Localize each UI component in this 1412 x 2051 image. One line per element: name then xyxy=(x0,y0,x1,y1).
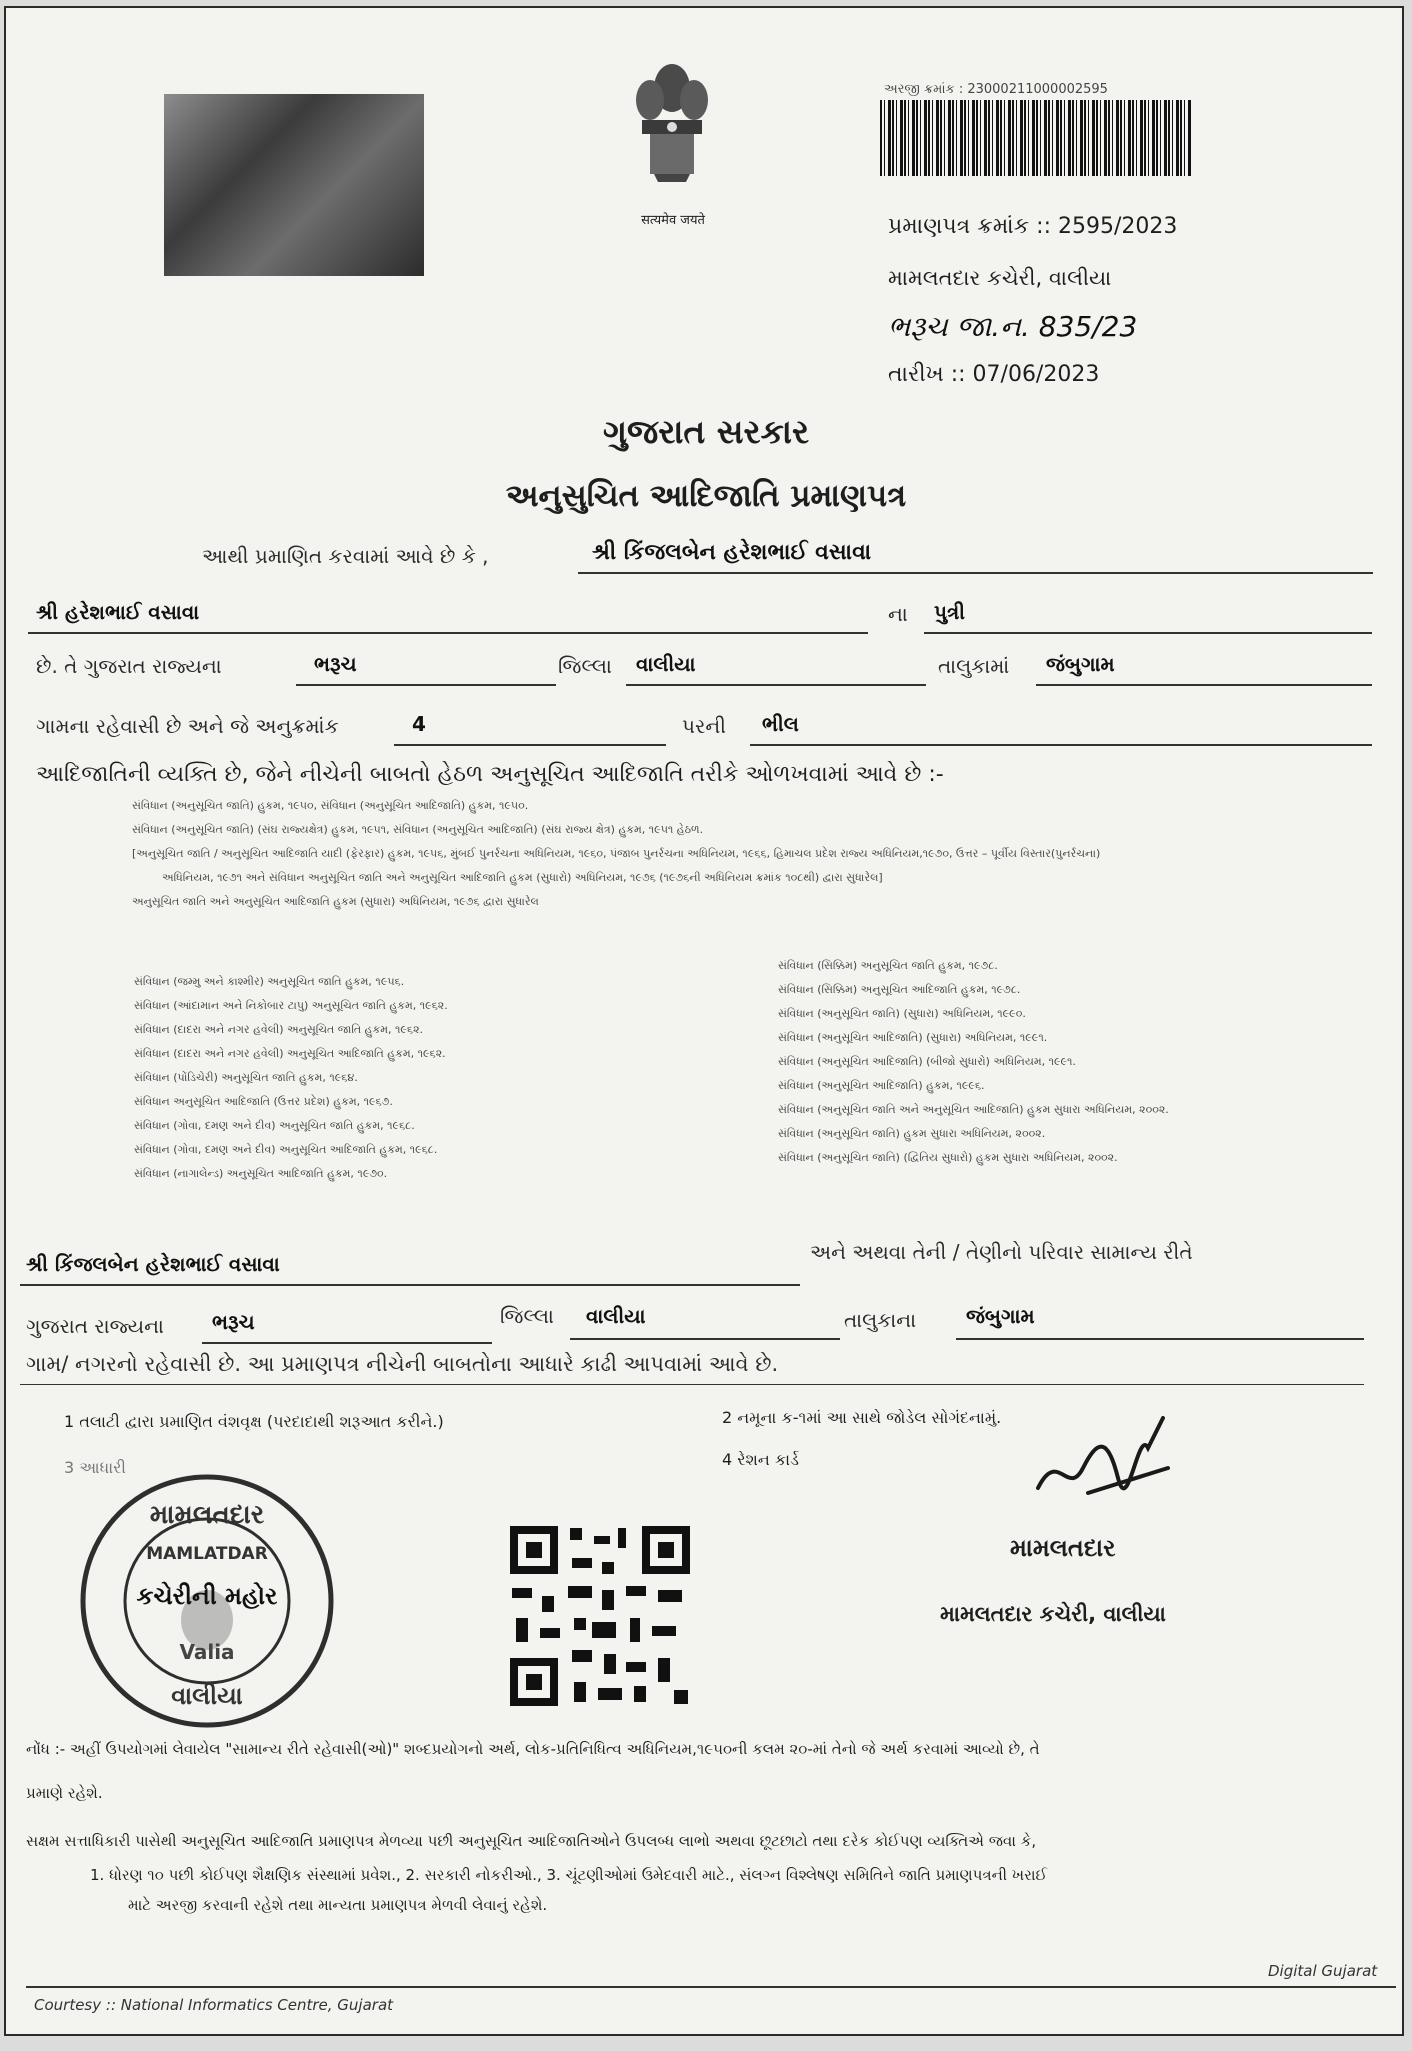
emblem-motto: सत्यमेव जयते xyxy=(641,213,705,228)
order-line: સંવિધાન (પોંડિચેરી) અનુસૂચિત જાતિ હુકમ, ૧૯૬૪. xyxy=(134,1071,358,1084)
family-closing-line xyxy=(20,1384,1364,1385)
caste-label: પરની xyxy=(682,714,726,738)
order-line: સંવિધાન (અનુસૂચિત જાતિ) (સુધારા) અધિનિયમ, ૧૯૯૦. xyxy=(778,1007,1026,1020)
footer-courtesy: Courtesy :: National Informatics Centre, Gujarat xyxy=(34,1996,394,2014)
order-line: સંવિધાન (અનુસૂચિત જાતિ અને અનુસૂચિત આદિજાતિ) હુકમ સુધારા અધિનિયમ, ૨૦૦૨. xyxy=(778,1103,1169,1116)
order-line: [અનુસૂચિત જાતિ / અનુસૂચિત આદિજાતિ યાદી (ફેરફાર) હુકમ, ૧૯૫૬, મુંબઈ પુનર્રચના અધિનિયમ, ૧૯૬૦, પંજાબ પુનર્રચના અધિનિયમ, ૧૯૬૬, હિમાચલ પ્રદેશ રાજ્ય અધિનિયમ,૧૯૭૦, ઉત્તર – પૂર્વીય વિસ્તાર(પુનર્રચના) xyxy=(132,847,1101,860)
relation-value: પુત્રી xyxy=(934,600,965,624)
family-closing-text: ગામ/ નગરનો રહેવાસી છે. આ પ્રમાણપત્ર નીચેની બાબતોના આધારે કાઢી આપવામાં આવે છે. xyxy=(26,1352,779,1376)
father-name-line xyxy=(28,632,868,634)
order-line: સંવિધાન (ગોવા, દમણ અને દીવ) અનુસૂચિત આદિજાતિ હુકમ, ૧૯૬૮. xyxy=(134,1143,438,1156)
order-line: સંવિધાન અનુસૂચિત આદિજાતિ (ઉત્તર પ્રદેશ) હુકમ, ૧૯૬૭. xyxy=(134,1095,393,1108)
family-suffix: અને અથવા તેની / તેણીનો પરિવાર સામાન્ય રીતે xyxy=(810,1240,1193,1264)
applicant-photo xyxy=(164,94,424,276)
family-member-name: શ્રી કિંજલબેન હરેશભાઈ વસાવા xyxy=(26,1252,280,1276)
order-line: સંવિધાન (આંદામાન અને નિકોબાર ટાપુ) અનુસૂચિત જાતિ હુકમ, ૧૯૬૨. xyxy=(134,999,448,1012)
village-line xyxy=(1036,684,1372,686)
handwritten-reference: ભરૂચ જા.ન. 835/23 xyxy=(888,310,1138,343)
serial-number: 4 xyxy=(412,712,426,736)
family-district-label: જિલ્લા xyxy=(500,1304,554,1328)
order-line: સંવિધાન (અનુસૂચિત આદિજાતિ) હુકમ, ૧૯૯૬. xyxy=(778,1079,985,1092)
signature-mark xyxy=(1028,1408,1178,1518)
basis-item: 1 તલાટી દ્વારા પ્રમાણિત વંશવૃક્ષ (પરદાદાથી શરૂઆત કરીને.) xyxy=(64,1412,444,1431)
family-village-value: જંબુગામ xyxy=(966,1304,1035,1328)
family-taluka-line xyxy=(570,1338,840,1340)
applicant-name: શ્રી કિંજલબેન હરેશભાઈ વસાવા xyxy=(592,540,872,565)
office-name-top: મામલતદાર કચેરી, વાલીયા xyxy=(888,266,1112,290)
seal-top-text: મામલતદાર xyxy=(149,1500,265,1530)
applicant-name-line xyxy=(578,572,1373,574)
note-text: નોંધ :- અહીં ઉપયોગમાં લેવાયેલ "સામાન્ય રીતે રહેવાસી(ઓ)" શબ્દપ્રયોગનો અર્થ, લોક-પ્રતિનિધિત્વ અધિનિયમ,૧૯૫૦ની કલમ ૨૦-માં તેનો જે અર્થ કરવામાં આવ્યો છે, તે xyxy=(26,1740,1040,1758)
order-line: સંવિધાન (અનુસૂચિત આદિજાતિ) (બીજો સુધારો) અધિનિયમ, ૧૯૯૧. xyxy=(778,1055,1076,1068)
order-line: સંવિધાન (અનુસૂચિત જાતિ) હુકમ સુધારા અધિનિયમ, ૨૦૦૨. xyxy=(778,1127,1046,1140)
authority-text: સક્ષમ સત્તાધિકારી પાસેથી અનુસૂચિત આદિજાતિ પ્રમાણપત્ર મેળવ્યા પછી અનુસૂચિત આદિજાતિઓને ઉપલબ્ધ લાભો અથવા છૂટછાટો તથા દરેક કોઈપણ વ્યક્તિએ જવા કે, xyxy=(26,1832,1037,1850)
seal-lower-text: Valia xyxy=(179,1640,235,1664)
order-line: સંવિધાન (સિક્કિમ) અનુસૂચિત જાતિ હુકમ, ૧૯૭૮. xyxy=(778,959,998,972)
family-district-line xyxy=(202,1342,492,1344)
taluka-value: વાલીયા xyxy=(636,652,696,676)
recognition-text: આદિજાતિની વ્યક્તિ છે, જેને નીચેની બાબતો હેઠળ અનુસૂચિત આદિજાતિ તરીકે ઓળખવામાં આવે છે :- xyxy=(36,762,944,787)
order-line: સંવિધાન (અનુસૂચિત જાતિ) (સંઘ રાજ્યક્ષેત્ર) હુકમ, ૧૯૫૧, સંવિધાન (અનુસૂચિત આદિજાતિ) (સંઘ રાજ્ય ક્ષેત્ર) હુકમ, ૧૯૫૧ હેઠળ. xyxy=(132,823,704,836)
family-state-label: ગુજરાત રાજ્યના xyxy=(26,1314,164,1338)
orders-right-column xyxy=(778,954,1388,1170)
seal-center-text: કચેરીની મહોર xyxy=(136,1582,278,1610)
intro-label: આથી પ્રમાણિત કરવામાં આવે છે કે , xyxy=(202,544,489,568)
taluka-label: તાલુકામાં xyxy=(938,654,1010,678)
seal-bottom-text: વાલીયા xyxy=(171,1682,243,1710)
state-emblem-icon xyxy=(624,48,720,208)
certificate-title: અનુસુચિત આદિજાતિ પ્રમાણપત્ર xyxy=(505,478,907,514)
order-line: અનુસૂચિત જાતિ અને અનુસૂચિત આદિજાતિ હુકમ (સુધારા) અધિનિયમ, ૧૯૭૬ દ્વારા સુધારેલ xyxy=(132,895,539,908)
authority-item: 1. ધોરણ ૧૦ પછી કોઈપણ શૈક્ષણિક સંસ્થામાં પ્રવેશ., 2. સરકારી નોકરીઓ., 3. ચૂંટણીઓમાં ઉમેદવારી માટે., સંલગ્ન વિશ્લેષણ સમિતિને જાતિ પ્રમાણપત્રની ખરાઈ xyxy=(90,1866,1048,1884)
basis-item: 4 રેશન કાર્ડ xyxy=(722,1450,799,1469)
village-value: જંબુગામ xyxy=(1046,652,1115,676)
caste-value: ભીલ xyxy=(762,712,799,736)
family-district-value: ભરૂચ xyxy=(212,1310,255,1334)
order-line: અધિનિયમ, ૧૯૭૧ અને સંવિધાન અનુસૂચિત જાતિ અને અનુસૂચિત આદિજાતિ હુકમ (સુધારો) અધિનિયમ, ૧૯૭૬ (૧૯૭૬ની અધિનિયમ ક્રમાંક ૧૦૮થી) દ્વારા સુધારેલ] xyxy=(162,871,883,884)
taluka-line xyxy=(626,684,926,686)
serial-line xyxy=(394,744,666,746)
order-line: સંવિધાન (દાદરા અને નગર હવેલી) અનુસૂચિત આદિજાતિ હુકમ, ૧૯૬૨. xyxy=(134,1047,446,1060)
family-name-line xyxy=(20,1284,800,1286)
state-label: છે. તે ગુજરાત રાજ્યના xyxy=(36,654,222,678)
of-label: ના xyxy=(888,602,908,626)
family-taluka-value: વાલીયા xyxy=(586,1304,646,1328)
family-taluka-label: તાલુકાના xyxy=(844,1308,917,1332)
district-line xyxy=(296,684,556,686)
note-text-tail: પ્રમાણે રહેશે. xyxy=(26,1784,103,1802)
footer-brand: Digital Gujarat xyxy=(1268,1962,1378,1980)
order-line: સંવિધાન (અનુસૂચિત આદિજાતિ) (સુધારા) અધિનિયમ, ૧૯૯૧. xyxy=(778,1031,1048,1044)
signatory-office: મામલતદાર કચેરી, વાલીયા xyxy=(940,1602,1166,1626)
barcode xyxy=(880,100,1192,176)
basis-item: 2 નમૂના ક-૧માં આ સાથે જોડેલ સોગંદનામું. xyxy=(722,1408,1002,1427)
government-title: ગુજરાત સરકાર xyxy=(602,412,810,451)
order-line: સંવિધાન (ગોવા, દમણ અને દીવ) અનુસૂચિત જાતિ હુકમ, ૧૯૬૮. xyxy=(134,1119,415,1132)
district-value: ભરૂચ xyxy=(314,652,357,676)
father-name: શ્રી હરેશભાઈ વસાવા xyxy=(36,600,200,624)
orders-top-block xyxy=(132,794,1372,914)
seal-middle-text: MAMLATDAR xyxy=(146,1544,268,1564)
district-label: જિલ્લા xyxy=(558,654,612,678)
order-line: સંવિધાન (અનુસૂચિત જાતિ) હુકમ, ૧૯૫૦, સંવિધાન (અનુસૂચિત આદિજાતિ) હુકમ, ૧૯૫૦. xyxy=(132,799,529,812)
issue-date: તારીખ :: 07/06/2023 xyxy=(888,362,1100,387)
authority-item-tail: માટે અરજી કરવાની રહેશે તથા માન્યતા પ્રમાણપત્ર મેળવી લેવાનું રહેશે. xyxy=(128,1896,548,1914)
basis-item: 3 આધારી xyxy=(64,1458,126,1477)
family-village-line xyxy=(956,1338,1364,1340)
signatory-title: મામલતદાર xyxy=(1010,1534,1116,1562)
office-seal xyxy=(76,1470,338,1732)
relation-line xyxy=(924,632,1372,634)
resident-label: ગામના રહેવાસી છે અને જે અનુક્રમાંક xyxy=(36,714,339,738)
order-line: સંવિધાન (નાગાલેન્ડ) અનુસૂચિત આદિજાતિ હુકમ, ૧૯૭૦. xyxy=(134,1167,388,1180)
order-line: સંવિધાન (જમ્મુ અને કાશ્મીર) અનુસૂચિત જાતિ હુકમ, ૧૯૫૬. xyxy=(134,975,405,988)
orders-left-column xyxy=(134,970,694,1186)
order-line: સંવિધાન (સિક્કિમ) અનુસૂચિત આદિજાતિ હુકમ, ૧૯૭૮. xyxy=(778,983,1021,996)
application-number: અરજી ક્રમાંક : 23000211000002595 xyxy=(884,82,1108,97)
certificate-page xyxy=(4,6,1404,2036)
caste-line xyxy=(750,744,1372,746)
certificate-number: પ્રમાણપત્ર ક્રમાંક :: 2595/2023 xyxy=(888,214,1178,239)
qr-code xyxy=(502,1518,698,1714)
order-line: સંવિધાન (અનુસૂચિત જાતિ) (દ્વિતિય સુધારો) હુકમ સુધારા અધિનિયમ, ૨૦૦૨. xyxy=(778,1151,1118,1164)
footer-divider xyxy=(26,1986,1396,1988)
order-line: સંવિધાન (દાદરા અને નગર હવેલી) અનુસૂચિત જાતિ હુકમ, ૧૯૬૨. xyxy=(134,1023,424,1036)
